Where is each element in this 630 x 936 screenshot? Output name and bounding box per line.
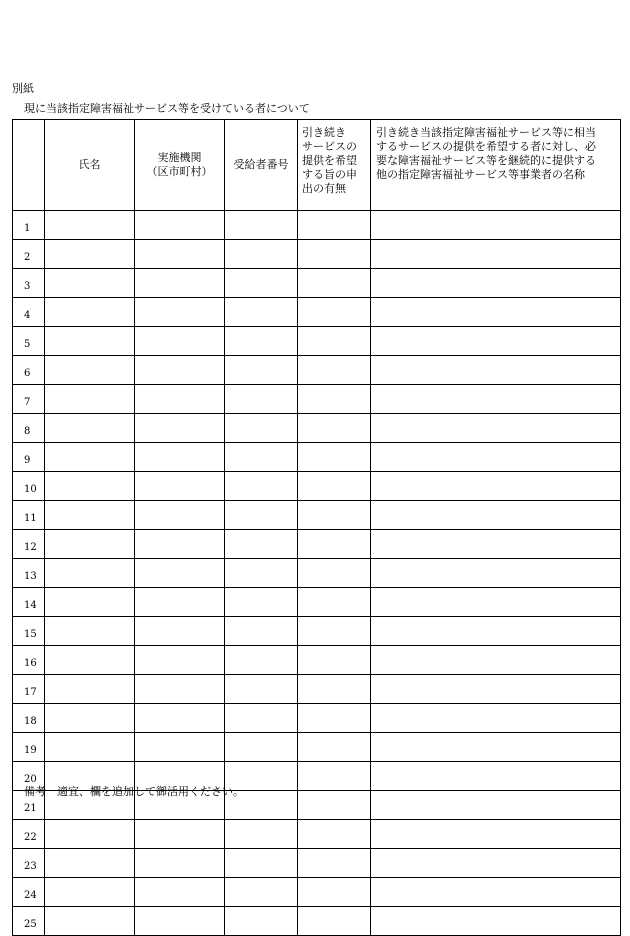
name-cell	[45, 327, 135, 356]
row-number: 17	[13, 675, 45, 704]
agency-cell	[135, 617, 225, 646]
row-number: 12	[13, 530, 45, 559]
name-cell	[45, 704, 135, 733]
row-number: 1	[13, 211, 45, 240]
table-row	[13, 356, 621, 385]
agency-cell	[135, 472, 225, 501]
row-number: 21	[13, 791, 45, 820]
name-cell	[45, 240, 135, 269]
continuation-request-cell	[298, 269, 371, 298]
table-row	[13, 298, 621, 327]
agency-cell	[135, 733, 225, 762]
name-cell	[45, 849, 135, 878]
name-cell	[45, 530, 135, 559]
name-cell	[45, 588, 135, 617]
recipient-table	[12, 119, 621, 936]
successor-provider-cell	[371, 472, 621, 501]
continuation-request-cell	[298, 646, 371, 675]
successor-provider-cell	[371, 733, 621, 762]
table-row	[13, 675, 621, 704]
row-number: 18	[13, 704, 45, 733]
row-number: 5	[13, 327, 45, 356]
row-number: 14	[13, 588, 45, 617]
name-cell	[45, 559, 135, 588]
table-row	[13, 617, 621, 646]
row-number: 13	[13, 559, 45, 588]
name-cell	[45, 501, 135, 530]
form-subtitle: 現に当該指定障害福祉サービス等を受けている者について	[24, 102, 310, 115]
table-row	[13, 414, 621, 443]
name-cell	[45, 356, 135, 385]
continuation-request-cell	[298, 530, 371, 559]
agency-cell	[135, 443, 225, 472]
recipient-number-cell	[225, 588, 298, 617]
continuation-request-cell	[298, 733, 371, 762]
successor-provider-cell	[371, 791, 621, 820]
row-number: 8	[13, 414, 45, 443]
table-header-row	[13, 120, 621, 211]
table-row	[13, 269, 621, 298]
agency-cell	[135, 907, 225, 936]
row-number: 7	[13, 385, 45, 414]
table-row	[13, 733, 621, 762]
name-cell	[45, 414, 135, 443]
page-heading: 別紙	[12, 82, 34, 95]
row-number: 23	[13, 849, 45, 878]
recipient-number-cell	[225, 733, 298, 762]
agency-cell	[135, 327, 225, 356]
name-cell	[45, 269, 135, 298]
name-cell	[45, 733, 135, 762]
table-row	[13, 501, 621, 530]
continuation-request-cell	[298, 385, 371, 414]
col-header-name: 氏名	[45, 120, 135, 211]
successor-provider-cell	[371, 588, 621, 617]
agency-cell	[135, 646, 225, 675]
agency-cell	[135, 501, 225, 530]
table-row	[13, 907, 621, 936]
col-header-agency: 実施機関 （区市町村）	[135, 120, 225, 211]
row-number: 9	[13, 443, 45, 472]
row-number: 6	[13, 356, 45, 385]
agency-cell	[135, 269, 225, 298]
recipient-number-cell	[225, 820, 298, 849]
agency-cell	[135, 240, 225, 269]
table-row	[13, 646, 621, 675]
agency-cell	[135, 211, 225, 240]
table-row	[13, 820, 621, 849]
agency-cell	[135, 704, 225, 733]
recipient-number-cell	[225, 907, 298, 936]
continuation-request-cell	[298, 820, 371, 849]
row-number: 22	[13, 820, 45, 849]
agency-cell	[135, 675, 225, 704]
table-row	[13, 588, 621, 617]
name-cell	[45, 675, 135, 704]
name-cell	[45, 646, 135, 675]
recipient-number-cell	[225, 211, 298, 240]
successor-provider-cell	[371, 356, 621, 385]
recipient-number-cell	[225, 356, 298, 385]
row-number: 25	[13, 907, 45, 936]
continuation-request-cell	[298, 240, 371, 269]
continuation-request-cell	[298, 849, 371, 878]
successor-provider-cell	[371, 501, 621, 530]
recipient-number-cell	[225, 269, 298, 298]
name-cell	[45, 617, 135, 646]
recipient-number-cell	[225, 443, 298, 472]
successor-provider-cell	[371, 414, 621, 443]
name-cell	[45, 820, 135, 849]
successor-provider-cell	[371, 269, 621, 298]
continuation-request-cell	[298, 878, 371, 907]
table-row	[13, 849, 621, 878]
recipient-number-cell	[225, 240, 298, 269]
successor-provider-cell	[371, 820, 621, 849]
recipient-number-cell	[225, 298, 298, 327]
agency-cell	[135, 356, 225, 385]
agency-cell	[135, 414, 225, 443]
recipient-number-cell	[225, 414, 298, 443]
agency-cell	[135, 559, 225, 588]
row-number: 24	[13, 878, 45, 907]
table-row	[13, 559, 621, 588]
row-number: 19	[13, 733, 45, 762]
col-header-number	[13, 120, 45, 211]
row-number: 10	[13, 472, 45, 501]
continuation-request-cell	[298, 327, 371, 356]
agency-cell	[135, 530, 225, 559]
name-cell	[45, 443, 135, 472]
successor-provider-cell	[371, 849, 621, 878]
name-cell	[45, 907, 135, 936]
continuation-request-cell	[298, 472, 371, 501]
continuation-request-cell	[298, 501, 371, 530]
row-number: 3	[13, 269, 45, 298]
successor-provider-cell	[371, 559, 621, 588]
table-row	[13, 211, 621, 240]
name-cell	[45, 211, 135, 240]
col-header-successor-provider: 引き続き当該指定障害福祉サービス等に相当 するサービスの提供を希望する者に対し、必 要な障害福祉サービス等を継続的に提供する 他の指定障害福祉サービス等事業者の名称	[371, 120, 621, 211]
successor-provider-cell	[371, 298, 621, 327]
col-header-recipient-number: 受給者番号	[225, 120, 298, 211]
continuation-request-cell	[298, 704, 371, 733]
row-number: 16	[13, 646, 45, 675]
recipient-number-cell	[225, 501, 298, 530]
successor-provider-cell	[371, 211, 621, 240]
agency-cell	[135, 820, 225, 849]
recipient-number-cell	[225, 675, 298, 704]
agency-cell	[135, 878, 225, 907]
continuation-request-cell	[298, 907, 371, 936]
row-number: 20	[13, 762, 45, 791]
continuation-request-cell	[298, 675, 371, 704]
successor-provider-cell	[371, 327, 621, 356]
table-row	[13, 240, 621, 269]
row-number: 2	[13, 240, 45, 269]
col-header-continuation-request: 引き続き サービスの 提供を希望 する旨の申 出の有無	[298, 120, 371, 211]
successor-provider-cell	[371, 878, 621, 907]
successor-provider-cell	[371, 907, 621, 936]
agency-cell	[135, 588, 225, 617]
continuation-request-cell	[298, 356, 371, 385]
recipient-number-cell	[225, 849, 298, 878]
recipient-number-cell	[225, 385, 298, 414]
recipient-number-cell	[225, 559, 298, 588]
continuation-request-cell	[298, 298, 371, 327]
recipient-number-cell	[225, 878, 298, 907]
continuation-request-cell	[298, 617, 371, 646]
continuation-request-cell	[298, 414, 371, 443]
table-row	[13, 704, 621, 733]
recipient-number-cell	[225, 472, 298, 501]
successor-provider-cell	[371, 617, 621, 646]
recipient-number-cell	[225, 617, 298, 646]
table-row	[13, 530, 621, 559]
successor-provider-cell	[371, 704, 621, 733]
table-row	[13, 327, 621, 356]
successor-provider-cell	[371, 675, 621, 704]
continuation-request-cell	[298, 588, 371, 617]
continuation-request-cell	[298, 443, 371, 472]
recipient-number-cell	[225, 327, 298, 356]
successor-provider-cell	[371, 762, 621, 791]
table-row	[13, 443, 621, 472]
successor-provider-cell	[371, 443, 621, 472]
successor-provider-cell	[371, 646, 621, 675]
name-cell	[45, 878, 135, 907]
continuation-request-cell	[298, 559, 371, 588]
successor-provider-cell	[371, 530, 621, 559]
continuation-request-cell	[298, 791, 371, 820]
row-number: 4	[13, 298, 45, 327]
name-cell	[45, 385, 135, 414]
agency-cell	[135, 385, 225, 414]
continuation-request-cell	[298, 211, 371, 240]
name-cell	[45, 472, 135, 501]
successor-provider-cell	[371, 240, 621, 269]
continuation-request-cell	[298, 762, 371, 791]
remarks-note: 備考 適宜、欄を追加して御活用ください。	[24, 785, 244, 798]
row-number: 15	[13, 617, 45, 646]
successor-provider-cell	[371, 385, 621, 414]
row-number: 11	[13, 501, 45, 530]
table-row	[13, 385, 621, 414]
agency-cell	[135, 849, 225, 878]
table-row	[13, 472, 621, 501]
table-row	[13, 878, 621, 907]
name-cell	[45, 298, 135, 327]
agency-cell	[135, 298, 225, 327]
recipient-number-cell	[225, 704, 298, 733]
recipient-number-cell	[225, 646, 298, 675]
recipient-number-cell	[225, 530, 298, 559]
